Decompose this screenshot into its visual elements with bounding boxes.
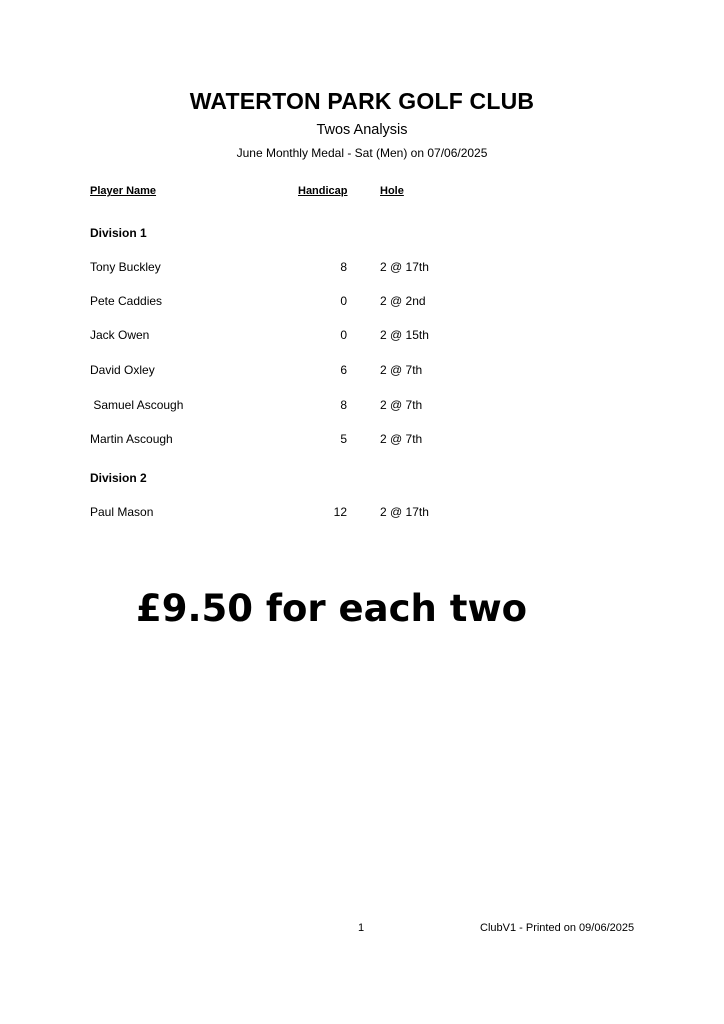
player-name: Pete Caddies <box>90 294 163 308</box>
player-handicap: 6 <box>340 363 347 377</box>
player-name: Tony Buckley <box>90 260 161 274</box>
player-hole: 2 @ 7th <box>380 363 423 377</box>
division-heading: Division 2 <box>90 471 147 485</box>
table-row <box>0 327 724 343</box>
player-name: David Oxley <box>90 363 155 377</box>
player-hole: 2 @ 7th <box>380 432 423 446</box>
player-handicap: 12 <box>333 505 347 519</box>
player-handicap: 5 <box>340 432 347 446</box>
column-header-player-name: Player Name <box>90 185 157 197</box>
table-row <box>0 293 724 309</box>
player-hole: 2 @ 7th <box>380 398 423 412</box>
table-row <box>0 259 724 275</box>
event-line: June Monthly Medal - Sat (Men) on 07/06/2025 <box>236 146 488 160</box>
club-title: WATERTON PARK GOLF CLUB <box>189 88 535 114</box>
report-title: Twos Analysis <box>316 122 408 138</box>
player-handicap: 8 <box>340 398 347 412</box>
player-name: Samuel Ascough <box>90 398 184 412</box>
footer-printed-info: ClubV1 - Printed on 09/06/2025 <box>480 922 635 934</box>
player-hole: 2 @ 17th <box>380 505 429 519</box>
division-heading: Division 1 <box>90 226 147 240</box>
player-name: Paul Mason <box>90 505 154 519</box>
player-handicap: 0 <box>340 294 347 308</box>
player-handicap: 0 <box>340 328 347 342</box>
table-row <box>0 431 724 447</box>
table-row <box>0 362 724 378</box>
table-row <box>0 504 724 520</box>
prize-note: £9.50 for each two <box>136 587 528 630</box>
player-hole: 2 @ 17th <box>380 260 429 274</box>
column-header-hole: Hole <box>380 185 404 197</box>
footer-page-number: 1 <box>358 922 365 934</box>
player-handicap: 8 <box>340 260 347 274</box>
player-name: Martin Ascough <box>90 432 173 446</box>
column-header-handicap: Handicap <box>298 185 348 197</box>
table-row <box>0 397 724 413</box>
player-name: Jack Owen <box>90 328 150 342</box>
player-hole: 2 @ 15th <box>380 328 429 342</box>
player-hole: 2 @ 2nd <box>380 294 426 308</box>
